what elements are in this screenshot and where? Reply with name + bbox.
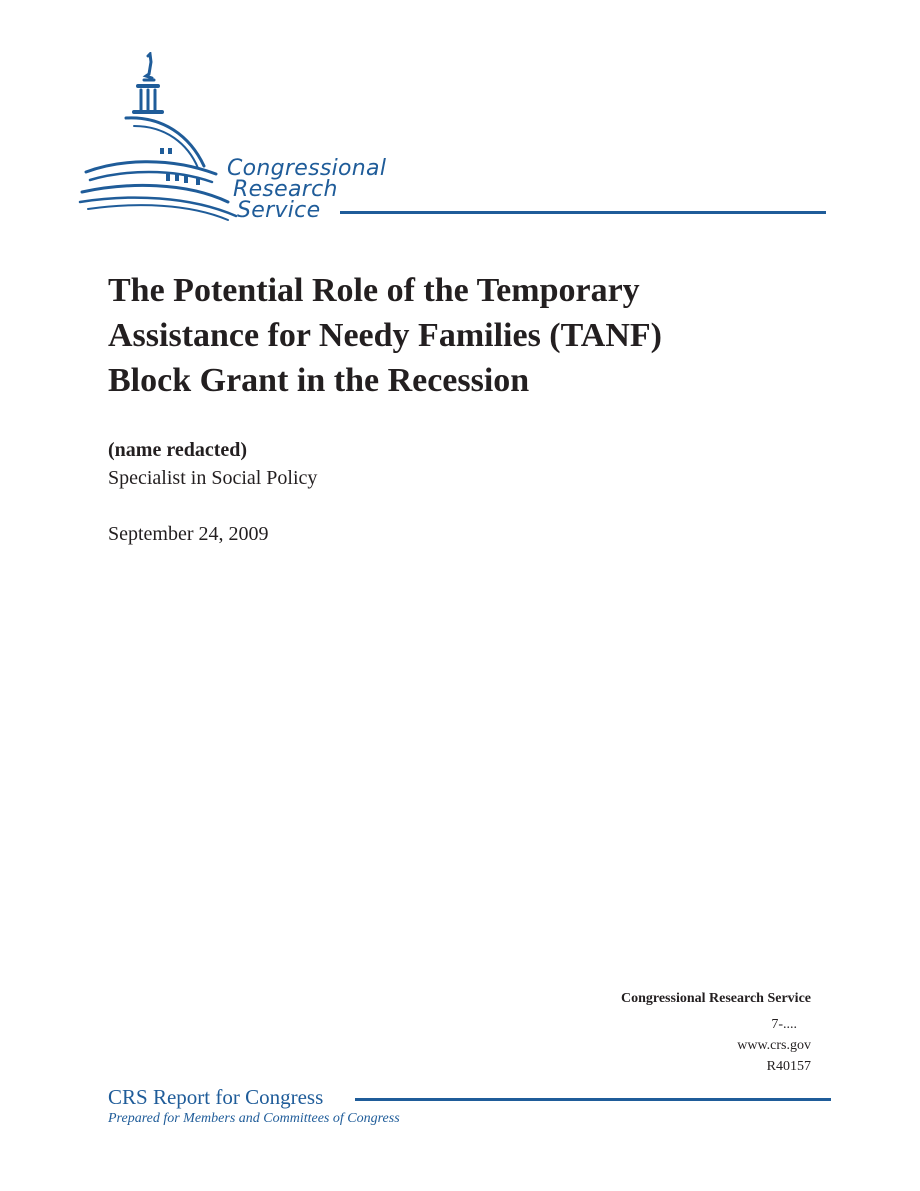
author-role: Specialist in Social Policy <box>108 467 318 489</box>
logo-text-service: Service <box>237 198 321 223</box>
footer-report-number: R40157 <box>766 1059 811 1074</box>
logo-text-congressional: Congressional <box>227 156 387 181</box>
crs-report-series: CRS Report for Congress <box>108 1085 324 1109</box>
footer-contact-block <box>621 990 811 1077</box>
crs-logo <box>78 52 418 224</box>
prepared-for-note: Prepared for Members and Committees of Congress <box>108 1111 400 1126</box>
footer-website: www.crs.gov <box>737 1038 811 1053</box>
capitol-dome-icon <box>78 52 238 224</box>
title-line: Assistance for Needy Families (TANF) <box>108 317 662 354</box>
footer-divider <box>355 1098 831 1101</box>
footer-phone: 7-.... <box>771 1017 797 1032</box>
logo-text-research: Research <box>233 177 338 202</box>
author-name: (name redacted) <box>108 439 248 461</box>
title-line: Block Grant in the Recession <box>108 362 530 399</box>
report-title <box>108 268 748 403</box>
footer-organization: Congressional Research Service <box>620 991 811 1006</box>
title-line: The Potential Role of the Temporary <box>108 272 640 309</box>
report-date: September 24, 2009 <box>108 523 269 545</box>
header-divider <box>340 211 826 214</box>
